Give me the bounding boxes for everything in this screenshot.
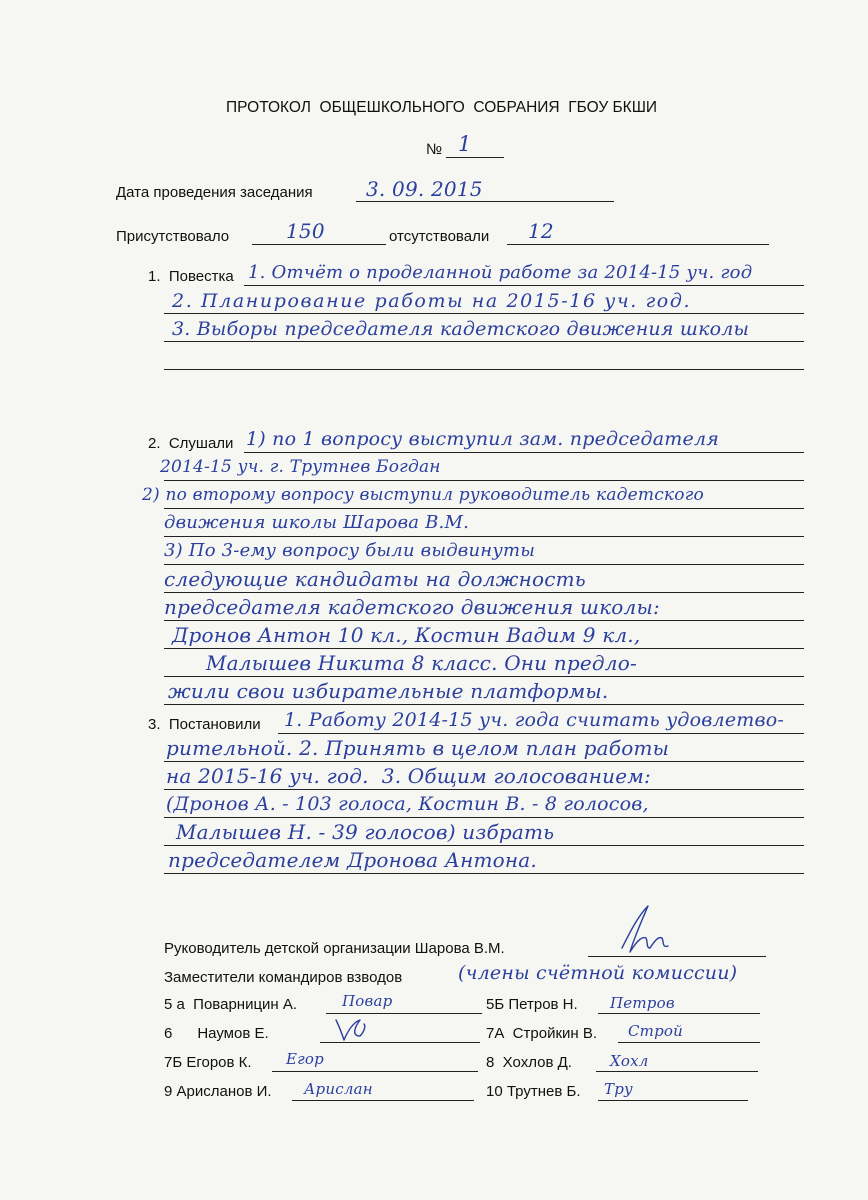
signer-label-6: 8 Хохлов Д. [486, 1054, 572, 1071]
heard-text-9: Малышев Никита 8 класс. Они предло- [206, 651, 637, 675]
signer-line-4 [618, 1042, 760, 1043]
agenda-line-1 [244, 285, 804, 286]
heard-line-8 [164, 648, 804, 649]
heard-line-5 [164, 564, 804, 565]
heard-line-4 [164, 536, 804, 537]
deputies-label: Заместители командиров взводов [164, 969, 403, 986]
number-value: 1 [458, 132, 472, 156]
heard-text-2: 2014-15 уч. г. Трутнев Богдан [160, 457, 441, 477]
agenda-line-2 [164, 313, 804, 314]
number-label: № [426, 141, 443, 158]
resolved-line-4 [164, 817, 804, 818]
date-label: Дата проведения заседания [116, 184, 313, 201]
resolved-label: 3. Постановили [148, 716, 261, 733]
resolved-line-3 [164, 789, 804, 790]
agenda-line-4 [164, 369, 804, 370]
signer-label-4: 7А Стройкин В. [486, 1025, 598, 1042]
heard-line-6 [164, 592, 804, 593]
agenda-label: 1. Повестка [148, 268, 234, 285]
heard-line-7 [164, 620, 804, 621]
signer-signature-8: Тру [604, 1080, 633, 1098]
resolved-line-5 [164, 845, 804, 846]
agenda-line-3 [164, 341, 804, 342]
agenda-item-2: 2. Планирование работы на 2015-16 уч. год. [172, 290, 692, 312]
document-title: ПРОТОКОЛ ОБЩЕШКОЛЬНОГО СОБРАНИЯ ГБОУ БКШИ [226, 99, 658, 116]
heard-text-3: 2) по второму вопросу выступил руководитель кадетского [142, 485, 704, 505]
signer-signature-4: Строй [628, 1022, 683, 1040]
deputies-note: (члены счётной комиссии) [458, 962, 738, 984]
resolved-text-1: 1. Работу 2014-15 уч. года считать удовлетво- [284, 709, 785, 731]
signer-signature-6: Хохл [610, 1052, 649, 1070]
resolved-text-2: рительной. 2. Принять в целом план работы [166, 736, 670, 760]
present-value: 150 [286, 219, 325, 243]
resolved-text-5: Малышев Н. - 39 голосов) избрать [176, 820, 555, 844]
heard-line-3 [164, 508, 804, 509]
resolved-text-4: (Дронов А. - 103 голоса, Костин В. - 8 голосов, [166, 793, 649, 815]
signer-label-1: 5 а Поварницин А. [164, 996, 298, 1013]
heard-text-4: движения школы Шарова В.М. [164, 512, 470, 533]
signer-line-5 [272, 1071, 478, 1072]
heard-line-2 [164, 480, 804, 481]
heard-line-10 [164, 704, 804, 705]
absent-line [507, 244, 769, 245]
heard-label: 2. Слушали [148, 435, 234, 452]
resolved-line-6 [164, 873, 804, 874]
leader-label: Руководитель детской организации Шарова В.М. [164, 940, 505, 957]
agenda-item-3: 3. Выборы председателя кадетского движения школы [172, 318, 750, 340]
signer-signature-7: Арислан [304, 1080, 373, 1098]
heard-text-10: жили свои избирательные платформы. [168, 679, 609, 703]
signer-label-2: 5Б Петров Н. [486, 996, 578, 1013]
agenda-item-1: 1. Отчёт о проделанной работе за 2014-15 уч. год [248, 262, 753, 283]
signer-label-3: 6 Наумов Е. [164, 1025, 269, 1042]
absent-value: 12 [528, 219, 554, 243]
signer-signature-1: Повар [342, 992, 393, 1010]
heard-text-5: 3) По 3-ему вопросу были выдвинуты [164, 540, 536, 561]
absent-label: отсутствовали [389, 228, 490, 245]
resolved-text-3: на 2015-16 уч. год. 3. Общим голосованием: [166, 764, 651, 788]
heard-text-7: председателя кадетского движения школы: [164, 595, 660, 619]
date-value: 3. 09. 2015 [366, 177, 483, 201]
signer-signature-3 [330, 1014, 370, 1044]
heard-line-9 [164, 676, 804, 677]
present-label: Присутствовало [116, 228, 230, 245]
signer-label-5: 7Б Егоров К. [164, 1054, 252, 1071]
present-line [252, 244, 386, 245]
signer-label-7: 9 Арисланов И. [164, 1083, 272, 1100]
heard-text-6: следующие кандидаты на должность [164, 567, 586, 591]
leader-signature [612, 902, 672, 958]
resolved-text-6: председателем Дронова Антона. [168, 848, 537, 872]
signer-signature-2: Петров [610, 994, 675, 1012]
heard-text-8: Дронов Антон 10 кл., Костин Вадим 9 кл., [172, 623, 641, 647]
heard-text-1: 1) по 1 вопросу выступил зам. председателя [246, 428, 720, 450]
heard-line-1 [244, 452, 804, 453]
signer-signature-5: Егор [286, 1050, 324, 1068]
resolved-line-2 [164, 761, 804, 762]
date-line [356, 201, 614, 202]
signer-label-8: 10 Трутнев Б. [486, 1083, 581, 1100]
signer-line-7 [292, 1100, 474, 1101]
signer-line-8 [598, 1100, 748, 1101]
resolved-line-1 [278, 733, 804, 734]
number-line [446, 157, 504, 158]
